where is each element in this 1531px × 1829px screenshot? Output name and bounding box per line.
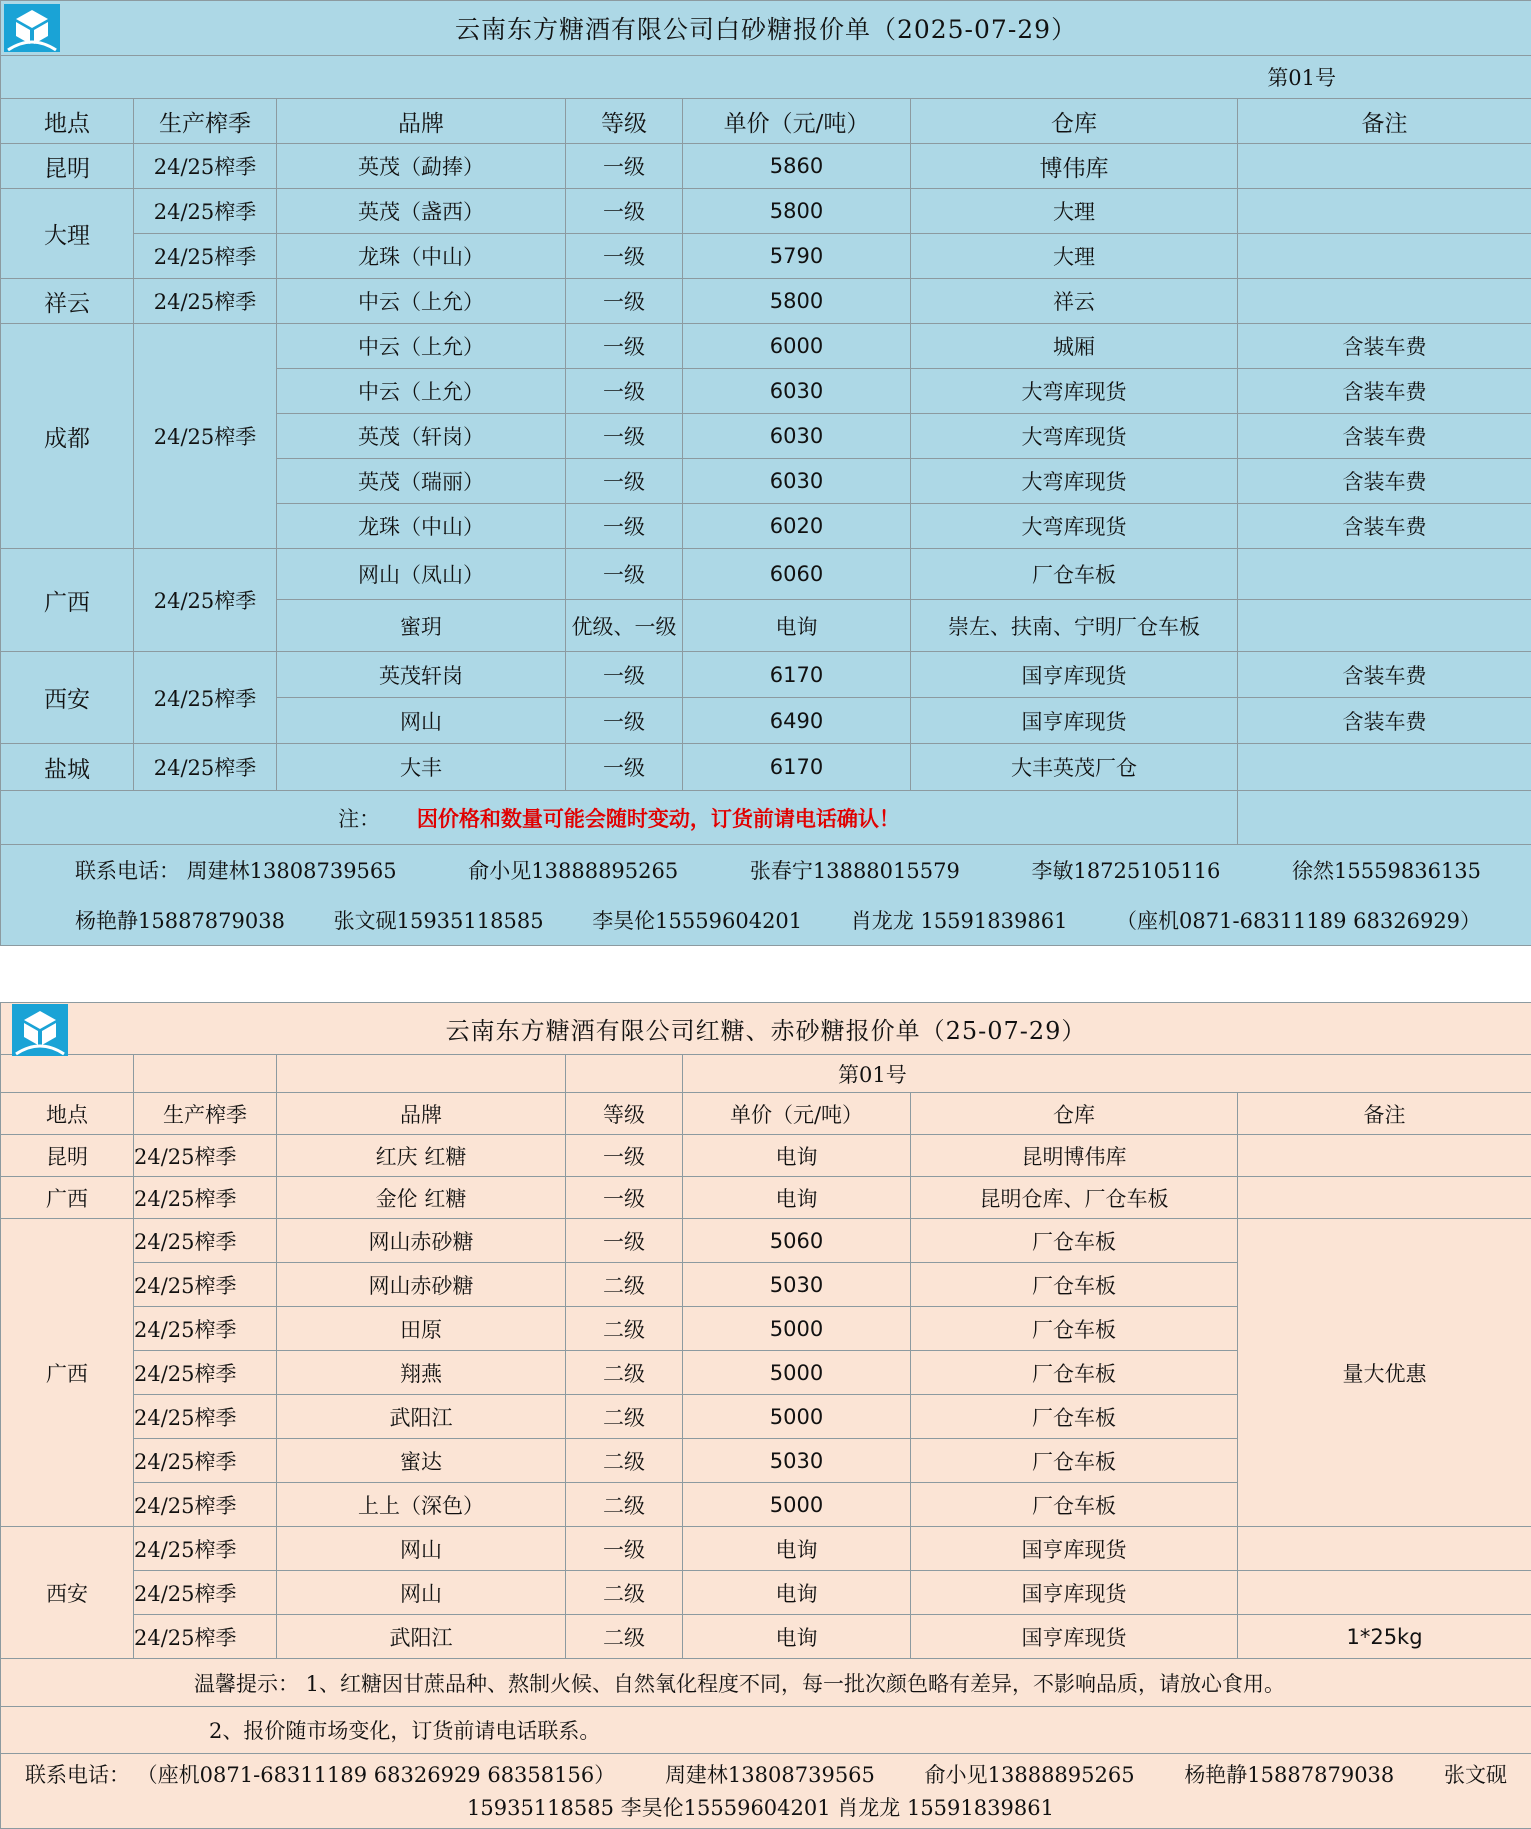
contact-item: 肖龙龙 15591839861 <box>851 905 1068 935</box>
table-row <box>1 652 1531 698</box>
brand-cell: 网山 <box>277 1571 566 1615</box>
grade-cell: 一级 <box>566 279 683 324</box>
table-row <box>1 1135 1531 1177</box>
season-cell: 24/25榨季 <box>134 1571 277 1615</box>
contact-item: 联系电话： （座机0871-68311189 68326929 68358156） <box>25 1759 615 1789</box>
season-cell: 24/25榨季 <box>134 1483 277 1527</box>
contact-item: 周建林13808739565 <box>665 1759 875 1789</box>
brand-cell: 英茂（盏西） <box>277 189 566 234</box>
grade-cell: 一级 <box>566 744 683 791</box>
grade-cell: 一级 <box>566 698 683 744</box>
brand-cell: 中云（上允） <box>277 279 566 324</box>
note-cell <box>1238 600 1531 652</box>
table-row <box>1 1177 1531 1219</box>
brand-cell: 网山（凤山） <box>277 549 566 600</box>
brand-cell: 蜜达 <box>277 1439 566 1483</box>
note-cell: 含装车费 <box>1238 652 1531 698</box>
header-warehouse: 仓库 <box>911 1093 1238 1135</box>
season-cell: 24/25榨季 <box>134 1219 277 1263</box>
grade-cell: 一级 <box>566 414 683 459</box>
table-row <box>1 1219 1531 1263</box>
brand-cell: 网山赤砂糖 <box>277 1219 566 1263</box>
sheet-number: 第01号 <box>683 1055 1531 1093</box>
price-cell: 6170 <box>683 744 911 791</box>
note-cell <box>1238 144 1531 189</box>
season-cell: 24/25榨季 <box>134 1177 277 1219</box>
contact-item: 联系电话： 周建林13808739565 <box>75 855 397 885</box>
season-cell: 24/25榨季 <box>134 1527 277 1571</box>
table-row <box>1 279 1531 324</box>
season-cell: 24/25榨季 <box>134 324 277 549</box>
header-note: 备注 <box>1238 1093 1531 1135</box>
contact-item: 杨艳静15887879038 <box>1184 1759 1394 1789</box>
grade-cell: 二级 <box>566 1307 683 1351</box>
warehouse-cell: 厂仓车板 <box>911 1351 1238 1395</box>
warehouse-cell: 大弯库现货 <box>911 459 1238 504</box>
price-cell: 6030 <box>683 459 911 504</box>
contact-item: 李昊伦15559604201 <box>592 905 802 935</box>
disclaimer-text: 因价格和数量可能会随时变动，订货前请电话确认！ <box>417 806 900 831</box>
header-warehouse: 仓库 <box>911 99 1238 144</box>
brand-cell: 英茂（瑞丽） <box>277 459 566 504</box>
note-cell <box>1238 234 1531 279</box>
grade-cell: 一级 <box>566 1135 683 1177</box>
season-cell: 24/25榨季 <box>134 652 277 744</box>
header-price: 单价（元/吨） <box>683 99 911 144</box>
brand-cell: 上上（深色） <box>277 1483 566 1527</box>
warehouse-cell: 国亨库现货 <box>911 1571 1238 1615</box>
brand-cell: 龙珠（中山） <box>277 234 566 279</box>
season-cell: 24/25榨季 <box>134 144 277 189</box>
warehouse-cell: 厂仓车板 <box>911 1307 1238 1351</box>
price-cell: 5030 <box>683 1263 911 1307</box>
note-cell <box>1238 279 1531 324</box>
note-cell: 含装车费 <box>1238 414 1531 459</box>
note-cell <box>1238 744 1531 791</box>
note-cell <box>1238 1527 1531 1571</box>
season-cell: 24/25榨季 <box>134 744 277 791</box>
table-row <box>1 234 1531 279</box>
brand-cell: 武阳江 <box>277 1395 566 1439</box>
warehouse-cell: 大弯库现货 <box>911 369 1238 414</box>
warehouse-cell: 大弯库现货 <box>911 504 1238 549</box>
warehouse-cell: 城厢 <box>911 324 1238 369</box>
warehouse-cell: 国亨库现货 <box>911 1615 1238 1659</box>
note-cell: 1*25kg <box>1238 1615 1531 1659</box>
warehouse-cell: 祥云 <box>911 279 1238 324</box>
location-cell: 成都 <box>1 324 134 549</box>
brand-cell: 龙珠（中山） <box>277 504 566 549</box>
tip-line-1: 温馨提示： 1、红糖因甘蔗品种、熬制火候、自然氧化程度不同，每一批次颜色略有差异，不影响品质，请放心食用。 <box>1 1659 1531 1707</box>
disclaimer-label: 注： <box>338 807 380 831</box>
grade-cell: 一级 <box>566 549 683 600</box>
warehouse-cell: 厂仓车板 <box>911 1395 1238 1439</box>
sheet-number: 第01号 <box>1 56 1531 99</box>
price-cell: 5060 <box>683 1219 911 1263</box>
price-cell: 5000 <box>683 1395 911 1439</box>
grade-cell: 一级 <box>566 324 683 369</box>
brown-sugar-sheet <box>0 1002 1531 1829</box>
location-cell: 广西 <box>1 549 134 652</box>
warehouse-cell: 国亨库现货 <box>911 698 1238 744</box>
header-note: 备注 <box>1238 99 1531 144</box>
header-season: 生产榨季 <box>134 1093 277 1135</box>
contact-info <box>1 1754 1531 1829</box>
price-cell: 电询 <box>683 600 911 652</box>
grade-cell: 二级 <box>566 1395 683 1439</box>
season-cell: 24/25榨季 <box>134 1615 277 1659</box>
warehouse-cell: 昆明仓库、厂仓车板 <box>911 1177 1238 1219</box>
location-cell: 昆明 <box>1 144 134 189</box>
brand-cell: 翔燕 <box>277 1351 566 1395</box>
grade-cell: 一级 <box>566 189 683 234</box>
sheet-title: 云南东方糖酒有限公司白砂糖报价单（2025-07-29） <box>1 1 1531 56</box>
price-cell: 6030 <box>683 369 911 414</box>
header-grade: 等级 <box>566 99 683 144</box>
note-cell <box>1238 1571 1531 1615</box>
tip-line-2: 2、报价随市场变化，订货前请电话联系。 <box>1 1707 1531 1754</box>
season-cell: 24/25榨季 <box>134 1307 277 1351</box>
grade-cell: 一级 <box>566 1219 683 1263</box>
note-cell: 含装车费 <box>1238 369 1531 414</box>
price-cell: 5000 <box>683 1351 911 1395</box>
grade-cell: 一级 <box>566 459 683 504</box>
grade-cell: 一级 <box>566 652 683 698</box>
brand-cell: 田原 <box>277 1307 566 1351</box>
warehouse-cell: 厂仓车板 <box>911 549 1238 600</box>
season-cell: 24/25榨季 <box>134 1439 277 1483</box>
price-cell: 电询 <box>683 1135 911 1177</box>
grade-cell: 一级 <box>566 144 683 189</box>
warehouse-cell: 厂仓车板 <box>911 1439 1238 1483</box>
season-cell: 24/25榨季 <box>134 1351 277 1395</box>
brand-cell: 网山赤砂糖 <box>277 1263 566 1307</box>
brand-cell: 英茂（轩岗） <box>277 414 566 459</box>
brand-cell: 英茂轩岗 <box>277 652 566 698</box>
warehouse-cell: 博伟库 <box>911 144 1238 189</box>
warehouse-cell: 崇左、扶南、宁明厂仓车板 <box>911 600 1238 652</box>
brand-cell: 网山 <box>277 1527 566 1571</box>
location-cell: 祥云 <box>1 279 134 324</box>
location-cell: 广西 <box>1 1219 134 1527</box>
price-cell: 5790 <box>683 234 911 279</box>
price-cell: 6170 <box>683 652 911 698</box>
disclaimer-row <box>1 791 1238 845</box>
grade-cell: 二级 <box>566 1263 683 1307</box>
price-cell: 5030 <box>683 1439 911 1483</box>
contact-item: 徐然15559836135 <box>1292 855 1481 885</box>
brand-cell: 武阳江 <box>277 1615 566 1659</box>
brand-cell: 大丰 <box>277 744 566 791</box>
grade-cell: 二级 <box>566 1483 683 1527</box>
brand-cell: 网山 <box>277 698 566 744</box>
contact-item: 张文砚15935118585 <box>334 905 544 935</box>
grade-cell: 二级 <box>566 1571 683 1615</box>
table-row <box>1 1527 1531 1571</box>
grade-cell: 一级 <box>566 234 683 279</box>
table-row <box>1 189 1531 234</box>
empty-cell <box>277 1055 566 1093</box>
header-brand: 品牌 <box>277 99 566 144</box>
note-cell: 含装车费 <box>1238 504 1531 549</box>
season-cell: 24/25榨季 <box>134 1135 277 1177</box>
warehouse-cell: 国亨库现货 <box>911 1527 1238 1571</box>
warehouse-cell: 国亨库现货 <box>911 652 1238 698</box>
warehouse-cell: 厂仓车板 <box>911 1263 1238 1307</box>
price-cell: 6060 <box>683 549 911 600</box>
note-cell <box>1238 1177 1531 1219</box>
brand-cell: 金伦 红糖 <box>277 1177 566 1219</box>
warehouse-cell: 大弯库现货 <box>911 414 1238 459</box>
location-cell: 西安 <box>1 1527 134 1659</box>
contact-item: 杨艳静15887879038 <box>75 905 285 935</box>
season-cell: 24/25榨季 <box>134 189 277 234</box>
contact-info <box>1 845 1531 946</box>
table-row <box>1 144 1531 189</box>
brand-cell: 红庆 红糖 <box>277 1135 566 1177</box>
price-cell: 电询 <box>683 1615 911 1659</box>
company-logo-icon <box>4 4 60 56</box>
location-cell: 广西 <box>1 1177 134 1219</box>
grade-cell: 一级 <box>566 369 683 414</box>
warehouse-cell: 大丰英茂厂仓 <box>911 744 1238 791</box>
grade-cell: 一级 <box>566 1527 683 1571</box>
header-location: 地点 <box>1 99 134 144</box>
price-cell: 6030 <box>683 414 911 459</box>
note-cell <box>1238 1135 1531 1177</box>
price-cell: 电询 <box>683 1177 911 1219</box>
season-cell: 24/25榨季 <box>134 279 277 324</box>
location-cell: 大理 <box>1 189 134 279</box>
price-cell: 5800 <box>683 279 911 324</box>
header-brand: 品牌 <box>277 1093 566 1135</box>
contact-item: 李敏18725105116 <box>1031 855 1220 885</box>
note-cell: 含装车费 <box>1238 459 1531 504</box>
empty-cell <box>566 1055 683 1093</box>
location-cell: 西安 <box>1 652 134 744</box>
price-cell: 电询 <box>683 1571 911 1615</box>
warehouse-cell: 昆明博伟库 <box>911 1135 1238 1177</box>
note-cell <box>1238 189 1531 234</box>
note-cell <box>1238 549 1531 600</box>
disclaimer-empty-cell <box>1238 791 1531 845</box>
price-cell: 5000 <box>683 1307 911 1351</box>
warehouse-cell: 厂仓车板 <box>911 1219 1238 1263</box>
brand-cell: 英茂（勐捧） <box>277 144 566 189</box>
price-cell: 5800 <box>683 189 911 234</box>
warehouse-cell: 大理 <box>911 189 1238 234</box>
note-cell: 含装车费 <box>1238 324 1531 369</box>
contact-item: 张春宁13888015579 <box>750 855 960 885</box>
contact-item: 张文砚 <box>1444 1759 1507 1789</box>
contact-item: 15935118585 李昊伦15559604201 肖龙龙 15591839861 <box>1 1791 1531 1825</box>
header-grade: 等级 <box>566 1093 683 1135</box>
price-cell: 6000 <box>683 324 911 369</box>
grade-cell: 优级、一级 <box>566 600 683 652</box>
brand-cell: 中云（上允） <box>277 369 566 414</box>
price-cell: 6490 <box>683 698 911 744</box>
table-row <box>1 1571 1531 1615</box>
empty-cell <box>1 1055 134 1093</box>
location-cell: 盐城 <box>1 744 134 791</box>
note-cell: 含装车费 <box>1238 698 1531 744</box>
brand-cell: 蜜玥 <box>277 600 566 652</box>
season-cell: 24/25榨季 <box>134 234 277 279</box>
empty-cell <box>134 1055 277 1093</box>
contact-item: 俞小见13888895265 <box>468 855 678 885</box>
grade-cell: 一级 <box>566 504 683 549</box>
table-row <box>1 744 1531 791</box>
grade-cell: 二级 <box>566 1439 683 1483</box>
season-cell: 24/25榨季 <box>134 1263 277 1307</box>
price-cell: 6020 <box>683 504 911 549</box>
brand-cell: 中云（上允） <box>277 324 566 369</box>
contact-item: 俞小见13888895265 <box>925 1759 1135 1789</box>
grade-cell: 二级 <box>566 1615 683 1659</box>
season-cell: 24/25榨季 <box>134 1395 277 1439</box>
company-logo-icon <box>12 1004 68 1056</box>
header-season: 生产榨季 <box>134 99 277 144</box>
sheet-title: 云南东方糖酒有限公司红糖、赤砂糖报价单（25-07-29） <box>1 1003 1531 1055</box>
warehouse-cell: 厂仓车板 <box>911 1483 1238 1527</box>
season-cell: 24/25榨季 <box>134 549 277 652</box>
table-row <box>1 1615 1531 1659</box>
header-location: 地点 <box>1 1093 134 1135</box>
contact-item: （座机0871-68311189 68326929） <box>1116 905 1481 935</box>
grade-cell: 二级 <box>566 1351 683 1395</box>
table-row <box>1 324 1531 369</box>
price-cell: 5860 <box>683 144 911 189</box>
price-cell: 5000 <box>683 1483 911 1527</box>
bulk-discount-note: 量大优惠 <box>1238 1219 1531 1527</box>
table-row <box>1 549 1531 600</box>
location-cell: 昆明 <box>1 1135 134 1177</box>
grade-cell: 一级 <box>566 1177 683 1219</box>
header-price: 单价（元/吨） <box>683 1093 911 1135</box>
warehouse-cell: 大理 <box>911 234 1238 279</box>
price-cell: 电询 <box>683 1527 911 1571</box>
